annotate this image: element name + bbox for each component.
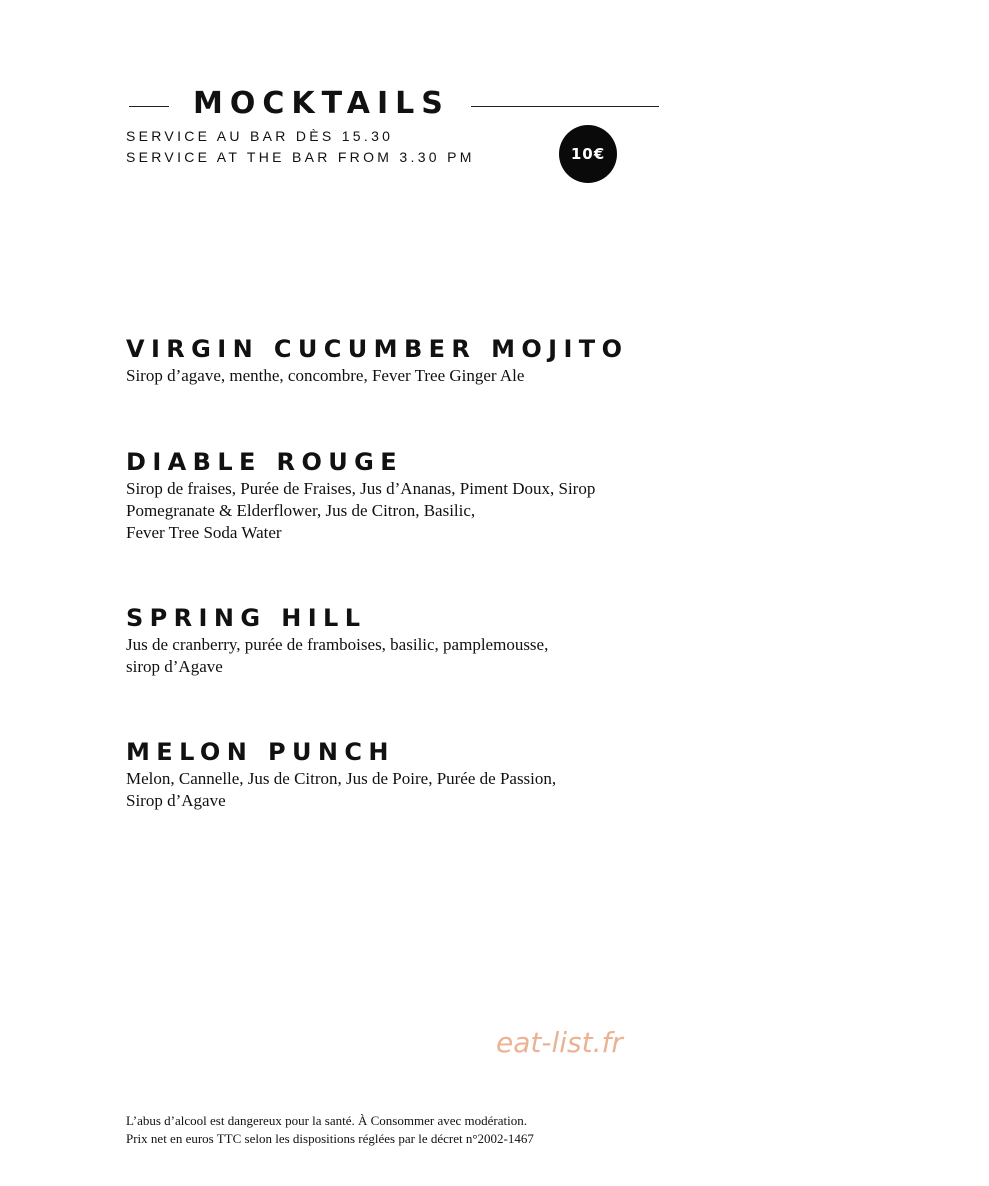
item-name: SPRING HILL [126, 604, 367, 632]
item-description: Jus de cranberry, purée de framboises, basilic, pamplemousse, sirop d’Agave [126, 635, 549, 676]
price-badge: 10€ [559, 125, 617, 183]
legal-footer [126, 1112, 534, 1148]
item-description: Melon, Cannelle, Jus de Citron, Jus de Poire, Purée de Passion, Sirop d’Agave [126, 769, 557, 810]
item-description: Sirop de fraises, Purée de Fraises, Jus d’Ananas, Piment Doux, Sirop Pomegranate & Elderflower, Jus de Citron, Basilic, Fever Tree Soda Water [126, 479, 596, 542]
menu-item-diable-rouge [126, 446, 706, 544]
page-title: MOCKTAILS [193, 86, 450, 121]
watermark: eat-list.fr [496, 1026, 623, 1059]
item-name: DIABLE ROUGE [126, 448, 404, 476]
item-name: VIRGIN CUCUMBER MOJITO [126, 335, 629, 363]
title-rule-left [129, 106, 169, 107]
item-description: Sirop d’agave, menthe, concombre, Fever Tree Ginger Ale [126, 366, 525, 385]
menu-item-melon-punch [126, 736, 706, 812]
item-name: MELON PUNCH [126, 738, 395, 766]
menu-header [126, 82, 666, 192]
menu-item-spring-hill [126, 602, 706, 678]
footer-price-notice: Prix net en euros TTC selon les dispositions réglées par le décret n°2002-1467 [126, 1131, 534, 1146]
service-hours-en: SERVICE AT THE BAR FROM 3.30 PM [126, 149, 475, 165]
title-rule-right [471, 106, 659, 107]
footer-alcohol-warning: L’abus d’alcool est dangereux pour la santé. À Consommer avec modération. [126, 1113, 527, 1128]
service-hours-fr: SERVICE AU BAR DÈS 15.30 [126, 128, 394, 144]
menu-item-virgin-cucumber-mojito [126, 333, 706, 387]
